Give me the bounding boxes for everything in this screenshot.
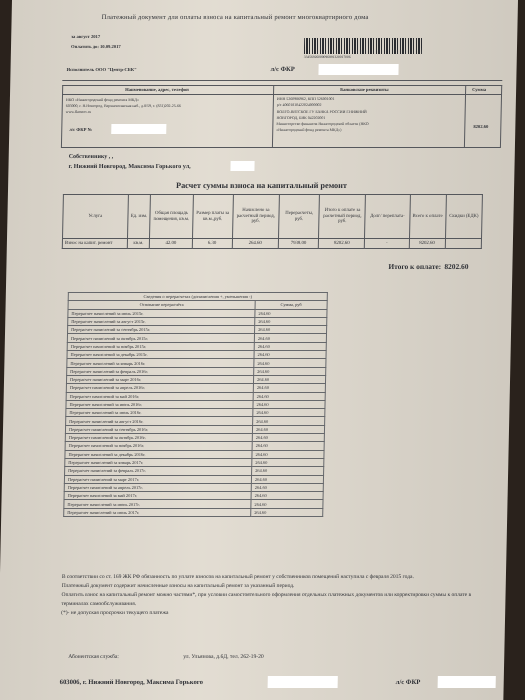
adjustment-basis: Перерасчет начислений за октябрь 2015г. bbox=[67, 334, 254, 342]
adjustment-row bbox=[65, 425, 324, 433]
adjustment-sum: 264.60 bbox=[253, 417, 325, 425]
adjustment-sum: 264.60 bbox=[255, 317, 327, 325]
adjustment-row bbox=[65, 434, 324, 442]
adjustments-caption: Сведения о перерасчетах (доначисления +, уменьшения -) bbox=[68, 293, 327, 301]
calc-col-accrued: Начислено за расчетный период, руб. bbox=[232, 195, 279, 239]
adjustment-row bbox=[64, 492, 323, 500]
calc-cell bbox=[445, 239, 481, 249]
calc-cell: - bbox=[365, 239, 409, 249]
adjustment-row bbox=[68, 317, 327, 325]
executor-name: Исполнитель ООО "Центр-СБК" bbox=[66, 67, 137, 72]
calc-col-service: Услуга bbox=[63, 195, 129, 239]
adjustment-basis: Перерасчет начислений за январь 2017г. bbox=[65, 458, 252, 466]
adjustment-row bbox=[66, 409, 325, 417]
adjustment-basis: Перерасчет начислений за февраль 2016г. bbox=[67, 367, 254, 375]
adjustment-row bbox=[66, 417, 325, 425]
adjustment-basis: Перерасчет начислений за июль 2016г. bbox=[66, 409, 253, 417]
calc-cell: 42.00 bbox=[150, 239, 193, 249]
header-table-edge bbox=[61, 85, 63, 147]
header-table-bottom bbox=[61, 147, 501, 148]
service-label: Абонентская служба: bbox=[68, 654, 119, 660]
adjustment-sum: 264.60 bbox=[254, 351, 326, 359]
adjustment-basis: Перерасчет начислений за январь 2016г. bbox=[67, 359, 254, 367]
adjustment-sum: 264.60 bbox=[253, 409, 325, 417]
adjustment-basis: Перерасчет начислений за июнь 2017г. bbox=[64, 500, 251, 508]
note-obligation: В соответствии со ст. 169 ЖК РФ обязанность по уплате взносов на капитальный ремонт у собственников помещений наступила с февраля 2015 года. bbox=[61, 574, 414, 580]
adjustment-row bbox=[64, 475, 323, 483]
adjustment-sum: 264.60 bbox=[254, 367, 326, 375]
calc-col-total-period: Итого к оплате за расчетный период, руб. bbox=[319, 195, 366, 239]
adjustment-basis: Перерасчет начислений за сентябрь 2016г. bbox=[65, 425, 252, 433]
header-col-name: Наименование, адрес, телефон bbox=[125, 87, 189, 92]
adjustment-basis: Перерасчет начислений за апрель 2017г. bbox=[64, 483, 251, 491]
adjustments-col-sum: Сумма, руб bbox=[255, 301, 327, 309]
header-col-bank: Банковские реквизиты bbox=[340, 87, 389, 92]
adjustment-row bbox=[67, 334, 326, 342]
adjustment-sum: 264.60 bbox=[251, 475, 323, 483]
adjustment-basis: Перерасчет начислений за ноябрь 2015г. bbox=[67, 342, 254, 350]
adjustment-sum: 264.60 bbox=[254, 342, 326, 350]
adjustment-basis: Перерасчет начислений за декабрь 2015г. bbox=[67, 351, 254, 359]
adjustment-row bbox=[65, 467, 324, 475]
bottom-account-label: л/с ФКР bbox=[395, 679, 421, 686]
calc-cell: 7938.00 bbox=[278, 239, 319, 249]
total-label: Итого к оплате: bbox=[388, 262, 442, 271]
calc-row bbox=[62, 239, 481, 249]
adjustment-basis: Перерасчет начислений за февраль 2017г. bbox=[65, 467, 252, 475]
calc-title: Расчет суммы взноса на капитальный ремонт bbox=[176, 181, 348, 190]
adjustment-row bbox=[67, 351, 326, 359]
adjustment-basis: Перерасчет начислений за ноябрь 2016г. bbox=[65, 442, 252, 450]
service-address: ул. Ульянова, д.6Д, тел. 262-19-20 bbox=[183, 654, 264, 660]
bank-details: ИНН 5260986962, КПП 526001001 р/с 40601810422024000002 ВОЛГО-ВЯТСКОЕ ГУ БАНКА РОССИИ Г.НИЖНИЙ НОВГОРОД, БИК 042202001 Министерство финансов Нижегородской области (НКО «Нижегородский фонд ремонта МКД») bbox=[276, 97, 369, 133]
adjustment-sum: 264.60 bbox=[254, 334, 326, 342]
adjustment-row bbox=[68, 309, 327, 317]
adjustment-row bbox=[65, 442, 324, 450]
calc-col-area: Общая площадь помещения, кв.м. bbox=[150, 195, 193, 239]
adjustment-sum: 264.60 bbox=[251, 500, 323, 508]
adjustment-basis: Перерасчет начислений за май 2017г. bbox=[64, 492, 251, 500]
calc-col-debt: Долг/ переплата- bbox=[365, 195, 410, 239]
calc-cell: 8202.60 bbox=[409, 239, 445, 249]
header-table-edge bbox=[272, 85, 274, 147]
calc-cell: 6.30 bbox=[192, 239, 232, 249]
rule bbox=[62, 80, 502, 81]
adjustment-basis: Перерасчет начислений за март 2017г. bbox=[64, 475, 251, 483]
barcode-number: 33456926000096891320017006 bbox=[303, 55, 351, 59]
adjustment-basis: Перерасчет начислений за май 2016г. bbox=[66, 392, 253, 400]
owner-label: Собственнику , , bbox=[68, 154, 114, 160]
redacted-bottom-address bbox=[268, 676, 338, 688]
adjustment-row bbox=[67, 342, 326, 350]
calc-col-discount: Скидки (ЕДК) bbox=[445, 195, 482, 239]
note-content: Платежный документ содержит начисленные взносы на капитальный ремонт за указанный период. bbox=[61, 583, 295, 589]
note-asterisk: (*)- не допуская просрочки текущего платежа bbox=[61, 610, 169, 616]
calc-table bbox=[62, 194, 483, 249]
calc-col-recalc: Перерасчеты, руб. bbox=[278, 195, 320, 239]
adjustment-sum: 264.60 bbox=[252, 458, 324, 466]
billing-period: за август 2017 bbox=[71, 34, 101, 39]
payment-due-date: Оплатить до: 10.09.2017 bbox=[70, 44, 121, 49]
owner-address: г. Нижний Новгород, Максима Горького ул, bbox=[68, 163, 191, 170]
adjustment-row bbox=[65, 458, 324, 466]
header-sum-value: 8202.60 bbox=[473, 124, 489, 129]
adjustment-sum: 264.60 bbox=[251, 483, 323, 491]
adjustment-sum: 264.60 bbox=[252, 467, 324, 475]
adjustment-sum: 264.60 bbox=[253, 384, 325, 392]
adjustment-basis: Перерасчет начислений за август 2016г. bbox=[66, 417, 253, 425]
adjustment-row bbox=[64, 500, 323, 508]
adjustment-sum: 264.60 bbox=[251, 492, 323, 500]
adjustment-row bbox=[66, 392, 325, 400]
adjustment-sum: 264.60 bbox=[255, 326, 327, 334]
adjustment-basis: Перерасчет начислений за сентябрь 2015г. bbox=[68, 326, 255, 334]
adjustment-sum: 264.60 bbox=[253, 375, 325, 383]
adjustment-row bbox=[67, 367, 326, 375]
adjustment-sum: 264.60 bbox=[252, 450, 324, 458]
adjustment-row bbox=[67, 359, 326, 367]
adjustment-basis: Перерасчет начислений за декабрь 2016г. bbox=[65, 450, 252, 458]
adjustment-basis: Перерасчет начислений за апрель 2016г. bbox=[66, 384, 253, 392]
header-table-divider bbox=[62, 94, 502, 95]
adjustment-row bbox=[66, 384, 325, 392]
calc-cell: 264.60 bbox=[232, 239, 278, 249]
account-label-box: л/с ФКР № bbox=[69, 127, 93, 132]
adjustment-basis: Перерасчет начислений за август 2015г. bbox=[68, 317, 255, 325]
footer-notes bbox=[61, 573, 482, 618]
adjustment-row bbox=[66, 400, 325, 408]
redacted-owner-address bbox=[230, 161, 254, 171]
barcode-image bbox=[304, 38, 422, 54]
redacted-bottom-account bbox=[438, 676, 496, 688]
adjustment-row bbox=[64, 508, 323, 516]
calc-header-row bbox=[63, 195, 483, 239]
adjustment-row bbox=[66, 375, 325, 383]
adjustment-sum: 264.60 bbox=[252, 425, 324, 433]
adjustment-sum: 264.60 bbox=[251, 508, 323, 516]
bottom-address: 603006, г. Нижний Новгород, Максима Горького bbox=[59, 679, 203, 686]
calc-col-total: Всего к оплате bbox=[409, 195, 446, 239]
adjustment-basis: Перерасчет начислений за июль 2017г. bbox=[64, 508, 251, 516]
adjustments-body bbox=[64, 309, 327, 516]
redacted-account-box bbox=[111, 124, 166, 134]
document-title: Платежный документ для оплаты взноса на капитальный ремонт многоквартирного дома bbox=[101, 14, 369, 21]
adjustment-row bbox=[68, 326, 327, 334]
adjustment-sum: 264.60 bbox=[254, 359, 326, 367]
calc-col-rate: Размер платы за кв.м.,руб. bbox=[192, 195, 233, 239]
adjustments-col-basis: Основание перерасчёта bbox=[68, 301, 255, 309]
calc-col-unit: Ед. изм. bbox=[127, 195, 151, 239]
note-partial-payment: Оплатить взнос на капитальный ремонт можно частями*, при условии самостоятельного оформления отдельных платежных документов или корректировки суммы к оплате в терминалах самообслуживания. bbox=[61, 592, 472, 607]
header-table-top bbox=[62, 85, 502, 86]
adjustment-sum: 264.60 bbox=[253, 400, 325, 408]
header-table-edge bbox=[500, 85, 502, 147]
header-col-sum: Сумма bbox=[472, 87, 487, 92]
redacted-account-top bbox=[318, 64, 398, 75]
calc-cell: 8202.60 bbox=[319, 239, 365, 249]
account-label-top: л/с ФКР bbox=[270, 66, 295, 73]
adjustment-basis: Перерасчет начислений за июль 2015г. bbox=[68, 309, 255, 317]
adjustment-basis: Перерасчет начислений за октябрь 2016г. bbox=[65, 434, 252, 442]
adjustment-row bbox=[65, 450, 324, 458]
adjustments-table bbox=[63, 292, 328, 517]
adjustment-sum: 264.60 bbox=[255, 309, 327, 317]
calc-cell: Взнос на капит. ремонт bbox=[62, 239, 127, 249]
adjustment-basis: Перерасчет начислений за июнь 2016г. bbox=[66, 400, 253, 408]
adjustment-row bbox=[64, 483, 323, 491]
total-value: 8202.60 bbox=[444, 262, 469, 271]
adjustment-basis: Перерасчет начислений за март 2016г. bbox=[66, 375, 253, 383]
adjustment-sum: 264.60 bbox=[253, 392, 325, 400]
organization-info: НКО «Нижегородский фонд ремонта МКД» 603000, г. Н.Новгород, Верхневолжская наб., д.8/59, т. (831)202-25-66 www.fkrnnov.ru bbox=[65, 98, 181, 114]
header-table-edge bbox=[464, 85, 466, 147]
calc-cell: кв.м. bbox=[127, 239, 150, 249]
adjustment-sum: 264.60 bbox=[252, 434, 324, 442]
adjustment-sum: 264.60 bbox=[252, 442, 324, 450]
